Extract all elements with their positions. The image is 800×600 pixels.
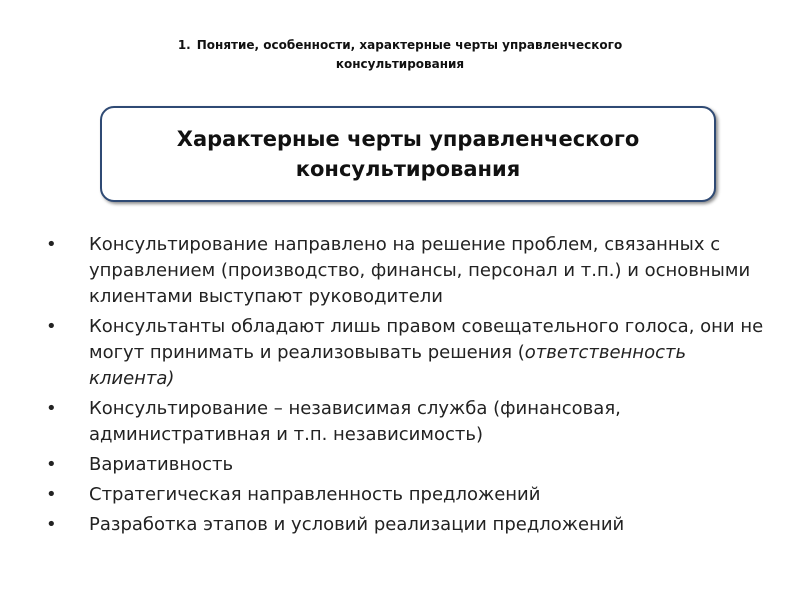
bullet-icon: • [46, 398, 57, 419]
bullet-icon: • [46, 234, 57, 255]
section-number: 1. [177, 38, 191, 52]
list-item [46, 314, 776, 392]
list-item [46, 232, 776, 310]
list-item [46, 452, 776, 478]
bullet-icon: • [46, 514, 57, 535]
list-item [46, 512, 776, 538]
list-item-text: Консультирование направлено на решение проблем, связанных с управлением (производство, финансы, персонал и т.п.) и основными клиентами выступают руководители [89, 234, 751, 307]
list-item-text: Стратегическая направленность предложений [89, 484, 541, 505]
list-item [46, 396, 776, 448]
list-item-italic-text: ответственность клиента) [89, 342, 687, 389]
slide-title: Характерные черты управленческого консультирования [176, 127, 640, 181]
slide-subtitle [0, 36, 800, 74]
list-item [46, 482, 776, 508]
list-item-text: Вариативность [89, 454, 234, 475]
bullet-icon: • [46, 484, 57, 505]
list-item-text: Консультанты обладают лишь правом совещательного голоса, они не могут принимать и реализовывать решения ( [89, 316, 764, 363]
bullet-list [46, 232, 776, 542]
bullet-icon: • [46, 316, 57, 337]
title-box [100, 106, 716, 202]
bullet-icon: • [46, 454, 57, 475]
section-title: Понятие, особенности, характерные черты управленческого консультирования [196, 38, 623, 71]
list-item-text: Разработка этапов и условий реализации предложений [89, 514, 625, 535]
list-item-text: Консультирование – независимая служба (финансовая, административная и т.п. независимость) [89, 398, 621, 445]
